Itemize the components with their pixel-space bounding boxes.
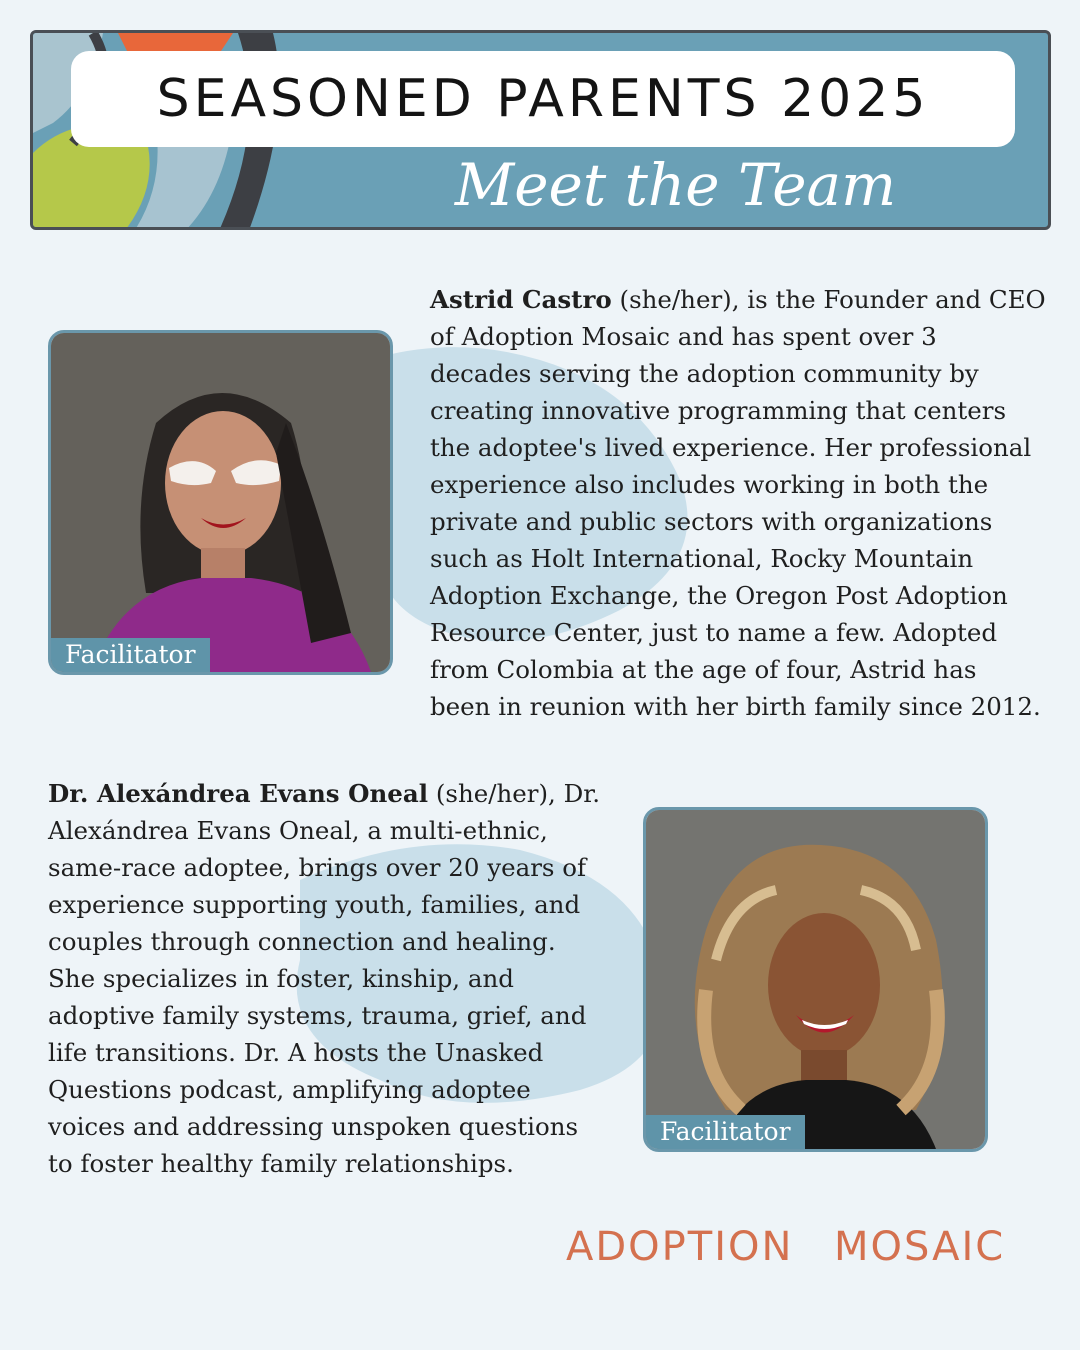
page-subtitle: Meet the Team	[454, 151, 897, 219]
bio-line: Adoption Exchange, the Oregon Post Adoption	[430, 581, 1008, 610]
bio-line: private and public sectors with organizations	[430, 507, 993, 536]
title-pill	[71, 51, 1015, 147]
logo-word-adoption: ADOPTION	[566, 1224, 794, 1270]
role-label: Facilitator	[51, 638, 210, 672]
bio-line: creating innovative programming that centers	[430, 396, 1007, 425]
bio-line: same-race adoptee, brings over 20 years of	[48, 853, 587, 882]
bio-line: decades serving the adoption community by	[430, 359, 979, 388]
bio-line: such as Holt International, Rocky Mountain	[430, 544, 974, 573]
bio-line: couples through connection and healing.	[48, 927, 556, 956]
facilitator-photo-astrid	[48, 330, 393, 675]
facilitator-photo-alexandrea	[643, 807, 988, 1152]
bio-line: voices and addressing unspoken questions	[48, 1112, 579, 1141]
bio-line: life transitions. Dr. A hosts the Unasked	[48, 1038, 544, 1067]
bio-line: of Adoption Mosaic and has spent over 3	[430, 322, 937, 351]
adoption-mosaic-logo	[566, 1218, 1026, 1274]
bio-line: the adoptee's lived experience. Her professional	[430, 433, 1032, 462]
bio-line: Questions podcast, amplifying adoptee	[48, 1075, 531, 1104]
bio-astrid	[430, 281, 1060, 725]
member-name: Astrid Castro	[430, 285, 612, 314]
bio-line: experience supporting youth, families, and	[48, 890, 581, 919]
portrait-image	[51, 333, 390, 672]
bio-line: Astrid Castro (she/her), is the Founder and CEO	[430, 285, 1046, 314]
bio-line: from Colombia at the age of four, Astrid has	[430, 655, 977, 684]
bio-line: adoptive family systems, trauma, grief, and	[48, 1001, 587, 1030]
page-title: SEASONED PARENTS 2025	[156, 69, 930, 129]
bio-alexandrea	[48, 775, 618, 1182]
bio-line: to foster healthy family relationships.	[48, 1149, 514, 1178]
bio-line: She specializes in foster, kinship, and	[48, 964, 514, 993]
header-banner	[30, 30, 1051, 230]
bio-line: experience also includes working in both the	[430, 470, 989, 499]
bio-line: Dr. Alexándrea Evans Oneal (she/her), Dr.	[48, 779, 601, 808]
member-pronouns: (she/her)	[428, 779, 549, 808]
logo-word-mosaic: MOSAIC	[834, 1224, 1006, 1270]
role-label: Facilitator	[646, 1115, 805, 1149]
bio-line: been in reunion with her birth family since 2012.	[430, 692, 1041, 721]
bio-line: Alexándrea Evans Oneal, a multi-ethnic,	[48, 816, 548, 845]
portrait-image	[646, 810, 985, 1149]
member-name: Dr. Alexándrea Evans Oneal	[48, 779, 429, 808]
member-pronouns: (she/her)	[611, 285, 732, 314]
bio-line: Resource Center, just to name a few. Adopted	[430, 618, 998, 647]
